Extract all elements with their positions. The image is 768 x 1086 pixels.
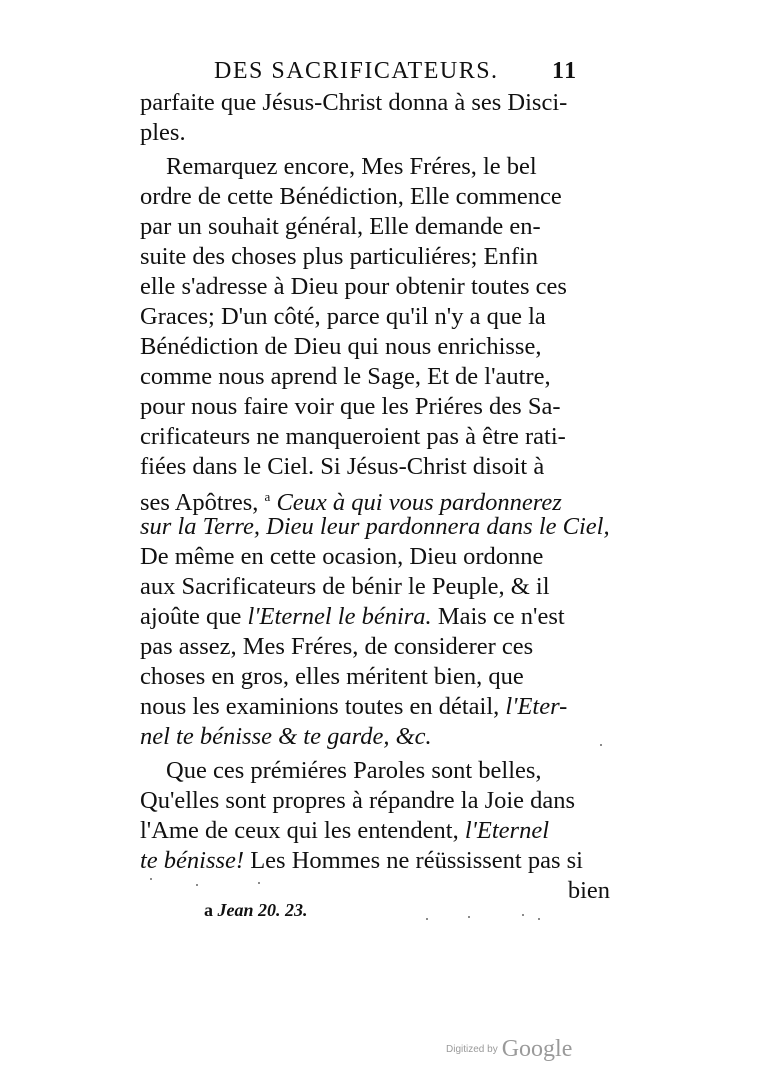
paragraph-start-line: Remarquez encore, Mes Fréres, le bel bbox=[166, 153, 537, 180]
print-speck bbox=[522, 914, 524, 916]
text-line: ordre de cette Bénédiction, Elle commence bbox=[140, 183, 562, 210]
text-line: aux Sacrificateurs de bénir le Peuple, & il bbox=[140, 573, 550, 600]
running-title: DES SACRIFICATEURS. bbox=[214, 58, 499, 84]
footnote-reference: Jean 20. 23. bbox=[217, 900, 308, 920]
text-line: suite des choses plus particuliéres; Enfin bbox=[140, 243, 539, 270]
text-line: comme nous aprend le Sage, Et de l'autre, bbox=[140, 363, 551, 390]
text-line: ajoûte que l'Eternel le bénira. Mais ce n'est bbox=[140, 603, 565, 630]
text-line: elle s'adresse à Dieu pour obtenir toutes ces bbox=[140, 273, 567, 300]
text-line: te bénisse! Les Hommes ne réüssissent pas si bbox=[140, 847, 583, 874]
text-line: par un souhait général, Elle demande en- bbox=[140, 213, 541, 240]
text-line: sur la Terre, Dieu leur pardonnera dans le Ciel, bbox=[140, 513, 610, 540]
text-line: Bénédiction de Dieu qui nous enrichisse, bbox=[140, 333, 542, 360]
text-line: choses en gros, elles méritent bien, que bbox=[140, 663, 524, 690]
paragraph-start-line: Que ces prémiéres Paroles sont belles, bbox=[166, 757, 542, 784]
watermark-brand: Google bbox=[501, 1036, 573, 1062]
print-speck bbox=[196, 884, 198, 886]
text-line: pas assez, Mes Fréres, de considerer ces bbox=[140, 633, 534, 660]
text-line: Qu'elles sont propres à répandre la Joie dans bbox=[140, 787, 576, 814]
text-line: fiées dans le Ciel. Si Jésus-Christ disoit à bbox=[140, 453, 545, 480]
text-line: ples. bbox=[140, 119, 186, 146]
watermark-prefix: Digitized by bbox=[446, 1044, 498, 1055]
print-speck bbox=[538, 918, 540, 920]
print-speck bbox=[426, 918, 428, 920]
text-line: ses Apôtres, $^a$ Ceux à qui vous pardonnerez bbox=[140, 489, 562, 517]
page-header bbox=[214, 58, 614, 90]
print-speck bbox=[150, 878, 152, 880]
text-line: Graces; D'un côté, parce qu'il n'y a que la bbox=[140, 303, 546, 330]
text-line: l'Ame de ceux qui les entendent, l'Eternel bbox=[140, 817, 550, 844]
footnote bbox=[204, 900, 308, 921]
text-line: De même en cette ocasion, Dieu ordonne bbox=[140, 543, 544, 570]
catchword: bien bbox=[567, 877, 610, 904]
text-line: nous les examinions toutes en détail, l'Eter- bbox=[140, 693, 568, 720]
footnote-marker: a bbox=[204, 900, 213, 920]
print-speck bbox=[600, 744, 602, 746]
page-number: 11 bbox=[552, 58, 578, 84]
text-line: crificateurs ne manqueroient pas à être rati- bbox=[140, 423, 566, 450]
digitization-watermark bbox=[446, 1036, 572, 1063]
footnote-marker: a bbox=[264, 489, 271, 504]
text-line: nel te bénisse & te garde, &c. bbox=[140, 723, 432, 750]
print-speck bbox=[258, 882, 260, 884]
print-speck bbox=[468, 916, 470, 918]
text-line: parfaite que Jésus-Christ donna à ses Disci- bbox=[140, 89, 568, 116]
text-line: pour nous faire voir que les Priéres des Sa- bbox=[140, 393, 561, 420]
